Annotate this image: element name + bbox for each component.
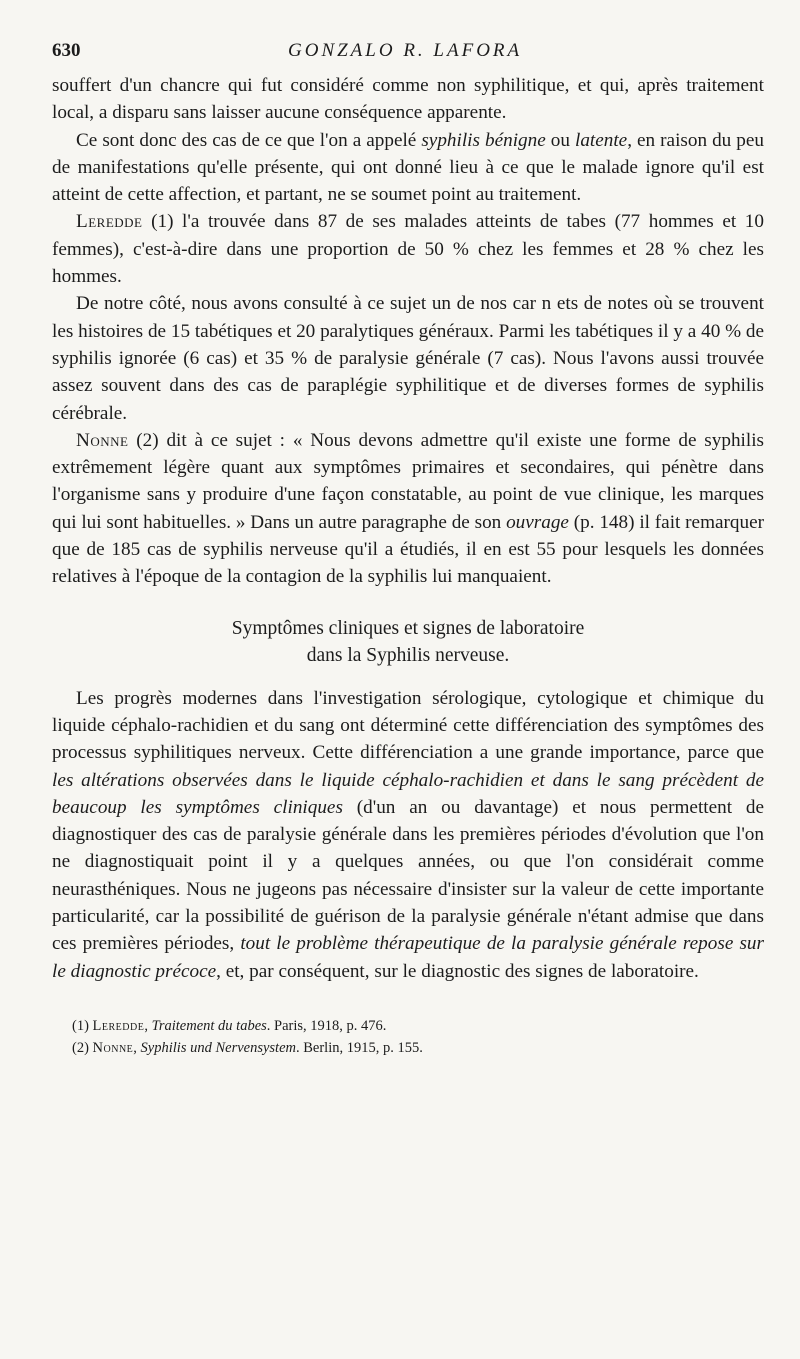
emphasis: latente — [574, 129, 628, 151]
emphasis: ouvrage — [506, 511, 569, 533]
paragraph-5: Nonne (2) dit à ce sujet : « Nous devons admettre qu'il existe une forme de syphilis extrêmement légère quant aux symptômes primaires et secondaires, qui pénètre dans l'organisme sans y produire d'une façon constatable, au point de vue clinique, les marques qui lui sont habituelles. » Dans un autre paragraphe de son ouvrage (p. 148) il fait remarquer que de 185 cas de syphilis nerveuse qu'il a étudiés, il en est 55 pour lesquels les données relatives à l'époque de la contagion de la syphilis lui manquaient. — [52, 429, 764, 588]
body-text — [52, 72, 764, 985]
footnote: (2) Nonne, Syphilis und Nervensystem. Berlin, 1915, p. 155. — [72, 1039, 423, 1056]
section-heading-line: Symptômes cliniques et signes de laboratoire — [231, 617, 585, 639]
emphasis: les altérations observées dans le liquide céphalo-rachidien et dans le sang précèdent de beaucoup les symptômes cliniques — [52, 769, 764, 818]
page — [52, 36, 764, 1059]
running-title: GONZALO R. LAFORA — [288, 40, 523, 61]
author-name: Nonne — [76, 429, 129, 451]
author-name: Leredde — [76, 211, 143, 233]
section-heading — [52, 615, 764, 669]
section-heading-line: dans la Syphilis nerveuse. — [306, 644, 510, 666]
paragraph-2: Ce sont donc des cas de ce que l'on a appelé syphilis bénigne ou latente, en raison du peu de manifestations qu'elle présente, qui ont donné lieu à ce que le malade ignore qu'il est atteint de cette affection, et partant, ne se soumet point au traitement. — [52, 129, 764, 206]
footnotes — [52, 1015, 764, 1059]
page-number: 630 — [52, 40, 81, 61]
emphasis: syphilis bénigne — [421, 129, 546, 151]
paragraph-6: Les progrès modernes dans l'investigation sérologique, cytologique et chimique du liquide céphalo-rachidien et du sang ont déterminé cette différenciation des symptômes des processus syphilitiques nerveux. Cette différenciation a une grande importance, parce que les altérations observées dans le liquide céphalo-rachidien et dans le sang précèdent de beaucoup les symptômes cliniques (d'un an ou davantage) et nous permettent de diagnostiquer des cas de paralysie générale dans les premières périodes d'évolution que l'on ne diagnostiquait point il y a quelques années, ou que l'on considérait comme neurasthéniques. Nous ne jugeons pas nécessaire d'insister sur la valeur de cette importante particularité, car la possibilité de guérison de la paralysie générale n'étant admise que dans ces premières périodes, tout le problème thérapeutique de la paralysie générale repose sur le diagnostic précoce, et, par conséquent, sur le diagnostic des signes de laboratoire. — [52, 687, 764, 982]
running-header — [52, 36, 764, 72]
emphasis: tout le problème thérapeutique de la paralysie générale repose sur le diagnostic précoce — [52, 933, 764, 982]
author-name: Nonne — [92, 1039, 134, 1056]
paragraph-1: souffert d'un chancre qui fut considéré comme non syphilitique, et qui, après traitement local, a disparu sans laisser aucune conséquence apparente. — [52, 75, 764, 124]
paragraph-3: Leredde (1) l'a trouvée dans 87 de ses malades atteints de tabes (77 hommes et 10 femmes), c'est-à-dire dans une proportion de 50 % chez les femmes et 28 % chez les hommes. — [52, 211, 764, 288]
author-name: Leredde — [92, 1017, 145, 1034]
footnote: (1) Leredde, Traitement du tabes. Paris, 1918, p. 476. — [72, 1017, 387, 1034]
paragraph-4: De notre côté, nous avons consulté à ce sujet un de nos car n ets de notes où se trouvent les histoires de 15 tabétiques et 20 paralytiques généraux. Parmi les tabétiques il y a 40 % de syphilis ignorée (6 cas) et 35 % de paralysie générale (7 cas). Nous l'avons aussi trouvée assez souvent dans des cas de paraplégie syphilitique et de diverses formes de syphilis cérébrale. — [52, 293, 764, 424]
